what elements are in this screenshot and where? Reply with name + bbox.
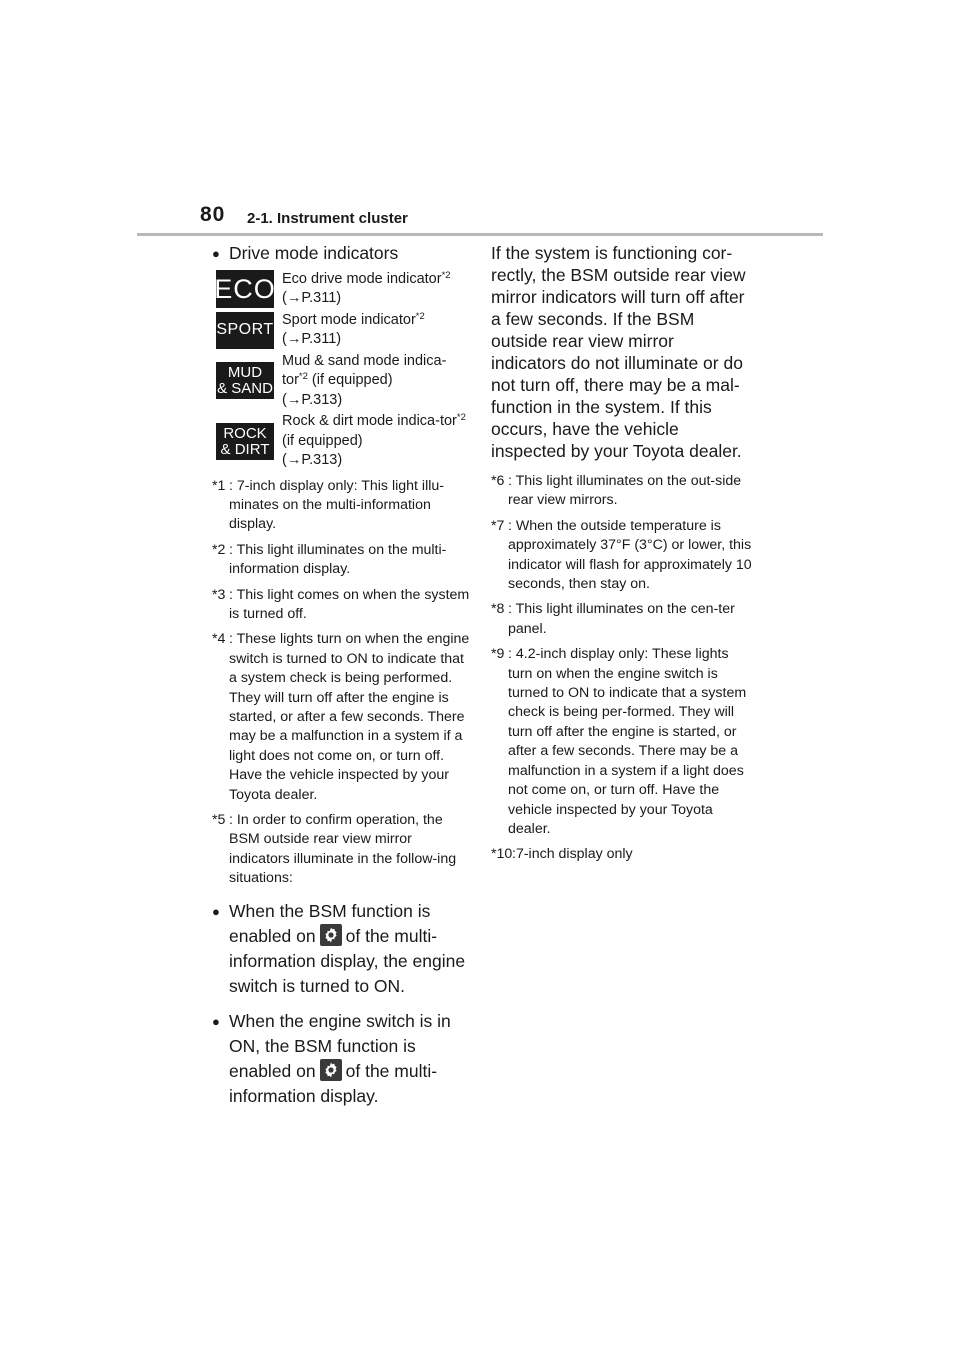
mud-sand-indicator-icon: MUD & SAND (217, 364, 273, 398)
mud-sand-indicator-text: Mud & sand mode indica-tor$^{*2}$ (if equipped) (→P.313) (282, 352, 447, 408)
right-column (491, 239, 753, 865)
footnote-3: *3 : This light comes on when the system is turned off. (212, 586, 470, 622)
settings-gear-icon (320, 924, 342, 946)
footnote-7: *7 : When the outside temperature is approximately 37°F (3°C) or lower, this indicator will flash for approximately 10 seconds, then stay on. (491, 517, 752, 593)
footnote-1: *1 : 7-inch display only: This light illu-minates on the multi-information display. (212, 477, 445, 533)
rock-dirt-indicator-icon: ROCK & DIRT (216, 423, 274, 460)
sport-indicator-text: Sport mode indicator$^{*2}$ (→P.311) (282, 310, 425, 347)
section-title: 2-1. Instrument cluster (247, 210, 408, 227)
footnote-4: *4 : These lights turn on when the engine switch is turned to ON to indicate that a system check is being performed. They will turn off after the engine is started, or after a few seconds. There may be a malfunction in a system if a light does not come on, or turn off. Have the vehicle inspected by your Toyota dealer. (212, 631, 470, 803)
header-rule (137, 233, 823, 236)
page-number: 80 (200, 203, 226, 226)
footnote-2: *2 : This light illuminates on the multi-information display. (212, 541, 447, 578)
footnote-8: *8 : This light illuminates on the cen-ter panel. (491, 601, 735, 637)
indicator-table (216, 270, 470, 471)
footnote-6: *6 : This light illuminates on the out-side rear view mirrors. (491, 473, 742, 509)
right-footnotes (491, 472, 753, 865)
footnote-10: *10 :7-inch display only (491, 846, 633, 863)
footnote-9: *9 : 4.2-inch display only: These lights turn on when the engine switch is turned to ON to indicate that a system check is being per-formed. They will turn off after the engine is started, or after a few seconds. There may be a malfunction in a system if a light does not come on, or turn off. Have the vehicle inspected by your Toyota dealer. (491, 646, 747, 837)
rock-dirt-indicator-text: Rock & dirt mode indica-tor$^{*2}$ (if equipped) (→P.313) (282, 412, 466, 468)
drive-mode-heading: ● Drive mode indicators (212, 242, 470, 266)
bsm-condition-2: ● When the engine switch is in ON, the BSM function is enabled on of the multi-information display. (212, 1009, 470, 1109)
sport-indicator-icon: SPORT (216, 312, 274, 349)
left-footnotes (212, 477, 470, 889)
left-column (212, 239, 470, 1109)
footnote-5: *5 : In order to confirm operation, the BSM outside rear view mirror indicators illuminate in the follow-ing situations: (212, 812, 457, 887)
bsm-condition-1: ● When the BSM function is enabled on of the multi-information display, the engine switch is turned to ON. (212, 899, 470, 999)
eco-indicator-icon: ECO (216, 270, 274, 308)
settings-gear-icon (320, 1059, 342, 1081)
eco-indicator-text: Eco drive mode indicator$^{*2}$ (→P.311) (282, 269, 451, 306)
bsm-function-paragraph: If the system is functioning cor-rectly, the BSM outside rear view mirror indicators will turn off after a few seconds. If the BSM outside rear view mirror indicators do not illuminate or do not turn off, there may be a mal-function in the system. If this occurs, have the vehicle inspected by your Toyota dealer. (491, 243, 746, 461)
